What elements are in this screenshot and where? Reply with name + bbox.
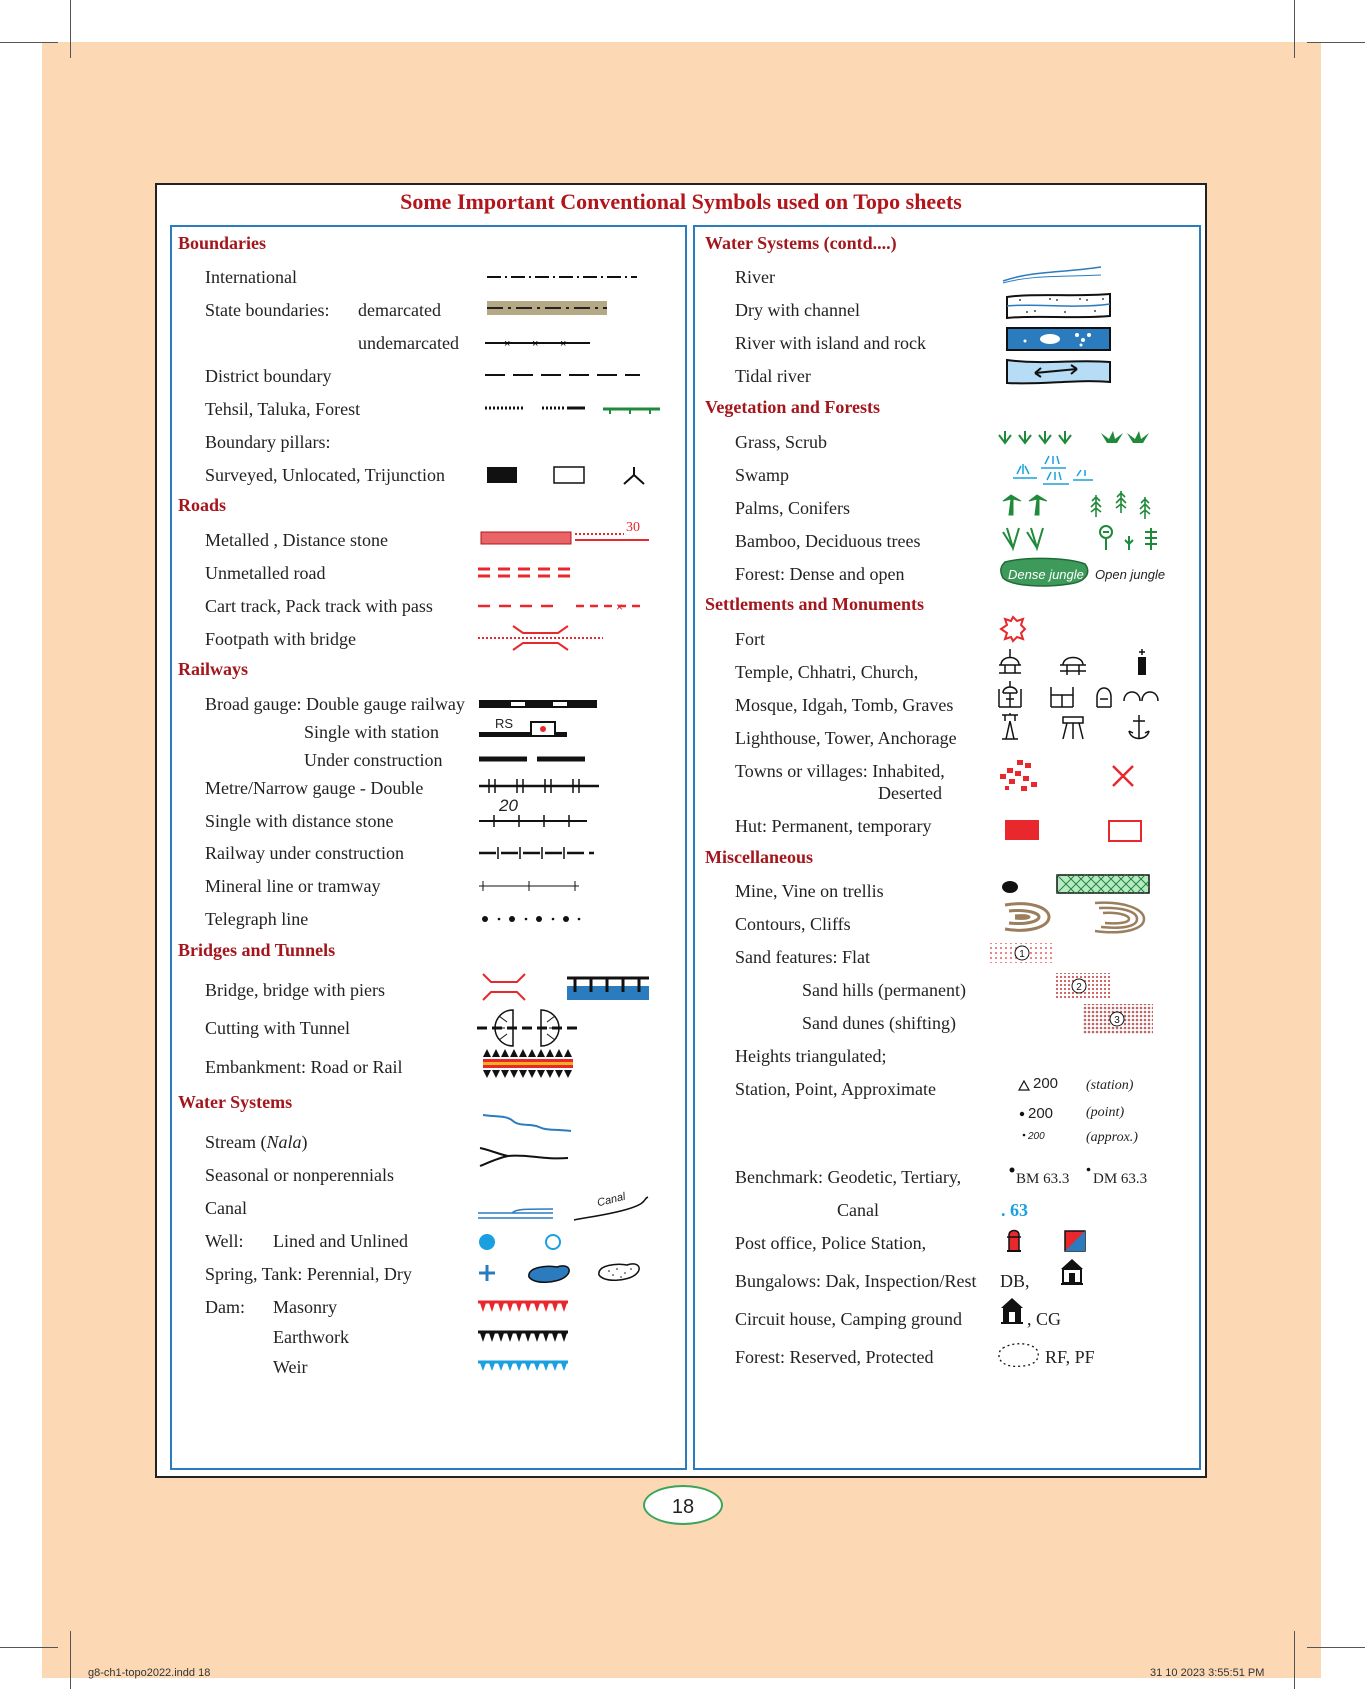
label-seasonal: Seasonal or nonperennials [205, 1165, 394, 1185]
label-state: State boundaries: [205, 300, 330, 320]
label-tehsil: Tehsil, Taluka, Forest [205, 399, 361, 419]
temple-chhatri-church-symbol [997, 647, 1157, 679]
heading-water-contd: Water Systems (contd....) [705, 233, 897, 253]
label-demarcated: demarcated [358, 300, 441, 320]
crop-mark [1307, 42, 1365, 43]
label-canal: Canal [205, 1198, 247, 1218]
svg-text:×: × [616, 600, 624, 614]
sand-num-3-text: 3 [1114, 1015, 1120, 1026]
left-column [170, 225, 687, 1470]
contours-cliffs-symbol [999, 897, 1149, 937]
heading-water-systems: Water Systems [178, 1092, 293, 1112]
label-cutting: Cutting with Tunnel [205, 1018, 351, 1038]
tag-approx: (approx.) [1086, 1130, 1138, 1145]
distance-stone-value: 30 [626, 520, 640, 535]
dry-channel-symbol [1005, 291, 1115, 321]
mosque-idgah-tomb-symbol [997, 679, 1167, 711]
label-forest-dense: Forest: Dense and open [735, 564, 905, 584]
label-stream [205, 1131, 308, 1153]
well-symbol [477, 1232, 567, 1254]
tag-point: (point) [1086, 1105, 1125, 1120]
height-approx: 200 [1028, 1131, 1045, 1142]
unmetalled-road-symbol [478, 566, 578, 580]
heading-settlements: Settlements and Monuments [705, 594, 924, 614]
post-police-symbol [1005, 1227, 1095, 1255]
cutting-tunnel-symbol [477, 1007, 587, 1049]
heading-railways: Railways [178, 659, 249, 679]
label-well: Well: [205, 1231, 244, 1251]
undemarcated-symbol [485, 337, 595, 349]
page-number: 18 [643, 1485, 723, 1525]
label-metre: Metre/Narrow gauge - Double [205, 778, 424, 798]
triangle-icon [1018, 1080, 1030, 1092]
label-unmetalled: Unmetalled road [205, 563, 326, 583]
label-mine: Mine, Vine on trellis [735, 881, 884, 901]
broad-gauge-symbol [479, 698, 604, 710]
label-mosque: Mosque, Idgah, Tomb, Graves [735, 695, 954, 715]
label-undemarcated: undemarcated [358, 333, 459, 353]
masonry-dam-symbol [478, 1300, 573, 1316]
footpath-bridge-symbol [478, 623, 608, 653]
bridge-symbol [481, 970, 651, 1004]
label-sand-hills: Sand hills (permanent) [802, 980, 966, 1000]
heading-boundaries: Boundaries [178, 233, 267, 253]
point-dot-icon [1019, 1111, 1025, 1117]
district-boundary-symbol [485, 370, 645, 380]
spring-tank-symbol [477, 1257, 647, 1287]
rail-under-symbol [479, 844, 599, 862]
under-construction-symbol [479, 755, 594, 763]
heading-vegetation: Vegetation and Forests [705, 397, 880, 417]
slug-left: g8-ch1-topo2022.indd 18 [88, 1667, 211, 1679]
crop-mark [70, 1631, 71, 1689]
crop-mark [0, 42, 58, 43]
tehsil-symbol [485, 403, 665, 415]
label-mineral: Mineral line or tramway [205, 876, 381, 896]
label-temple: Temple, Chhatri, Church, [735, 662, 919, 682]
label-grass: Grass, Scrub [735, 432, 827, 452]
bm-value: BM 63.3 [1016, 1171, 1070, 1187]
symbols-frame [155, 183, 1207, 1478]
bamboo-deciduous-symbol [1001, 522, 1166, 554]
label-deserted: Deserted [878, 783, 942, 803]
inspection-bungalow-icon [1059, 1257, 1085, 1287]
forest-reserved-symbol [997, 1340, 1041, 1370]
international-boundary-symbol [487, 272, 647, 282]
label-spring: Spring, Tank: Perennial, Dry [205, 1264, 412, 1284]
label-embankment: Embankment: Road or Rail [205, 1057, 403, 1077]
stream-symbol [481, 1111, 576, 1141]
label-cart: Cart track, Pack track with pass [205, 596, 433, 616]
single-station-symbol [479, 713, 574, 743]
sand-num-2-text: 2 [1076, 982, 1082, 993]
label-surveyed: Surveyed, Unlocated, Trijunction [205, 465, 445, 485]
sand-number-1 [1013, 944, 1031, 962]
label-post-office: Post office, Police Station, [735, 1233, 927, 1253]
cart-track-symbol [478, 599, 653, 613]
label-river: River [735, 267, 775, 287]
embankment-symbol [483, 1049, 578, 1079]
label-dam: Dam: [205, 1297, 245, 1317]
palms-conifers-symbol [1001, 489, 1166, 521]
seasonal-symbol [478, 1144, 578, 1174]
label-metalled: Metalled , Distance stone [205, 530, 388, 550]
weir-symbol [478, 1360, 573, 1376]
label-towns: Towns or villages: Inhabited, [735, 761, 945, 781]
label-bridge: Bridge, bridge with piers [205, 980, 385, 1000]
label-contours: Contours, Cliffs [735, 914, 851, 934]
sand-number-2 [1070, 977, 1088, 995]
tidal-river-symbol [1005, 357, 1115, 387]
label-heights: Heights triangulated; [735, 1046, 887, 1066]
earthwork-dam-symbol [478, 1330, 573, 1346]
river-symbol [1001, 261, 1111, 287]
grass-scrub-symbol [997, 427, 1167, 449]
cg-label: , CG [1027, 1309, 1062, 1329]
nala-text: Nala [266, 1132, 302, 1152]
crop-mark [1294, 1631, 1295, 1689]
crop-mark [70, 0, 71, 58]
label-circuit: Circuit house, Camping ground [735, 1309, 962, 1329]
river-island-symbol [1005, 325, 1115, 353]
label-weir: Weir [273, 1357, 308, 1377]
lighthouse-tower-anchorage-symbol [997, 711, 1157, 745]
label-footpath: Footpath with bridge [205, 629, 356, 649]
open-jungle-text: Open jungle [1095, 567, 1166, 582]
label-lighthouse: Lighthouse, Tower, Anchorage [735, 728, 957, 748]
slug-right: 31 10 2023 3:55:51 PM [1150, 1667, 1265, 1679]
label-sand-dunes: Sand dunes (shifting) [802, 1013, 956, 1033]
height-station: 200 [1033, 1075, 1059, 1092]
label-pillars: Boundary pillars: [205, 432, 331, 452]
metre-gauge-symbol [479, 776, 604, 796]
crop-mark [1307, 1647, 1365, 1648]
heading-bridges: Bridges and Tunnels [178, 940, 336, 960]
rfpf-label: RF, PF [1045, 1347, 1095, 1367]
label-hut: Hut: Permanent, temporary [735, 816, 932, 836]
circuit-house-icon [999, 1296, 1025, 1326]
geodetic-dot-icon [1009, 1167, 1015, 1173]
telegraph-symbol [482, 912, 587, 926]
label-well-types: Lined and Unlined [273, 1231, 408, 1251]
tertiary-dot-icon [1086, 1167, 1091, 1172]
label-broad: Broad gauge: Double gauge railway [205, 694, 465, 714]
label-swamp: Swamp [735, 465, 789, 485]
svg-text:×: × [560, 338, 567, 350]
heading-misc: Miscellaneous [705, 847, 813, 867]
approx-dot-icon [1022, 1133, 1026, 1137]
label-earthwork: Earthwork [273, 1327, 349, 1347]
dense-jungle-text: Dense jungle [1008, 567, 1084, 582]
label-sand-flat: Sand features: Flat [735, 947, 870, 967]
rail-distance-value: 20 [499, 796, 518, 815]
canal-tag: Canal [595, 1190, 627, 1210]
right-column [693, 225, 1201, 1470]
svg-text:×: × [504, 338, 511, 350]
label-forest-reserved: Forest: Reserved, Protected [735, 1347, 934, 1367]
label-tidal: Tidal river [735, 366, 811, 386]
label-district: District boundary [205, 366, 332, 386]
mineral-line-symbol [479, 879, 584, 893]
stream-text: Stream ( [205, 1132, 267, 1152]
label-station: Station, Point, Approximate [735, 1079, 936, 1099]
mine-vine-symbol [1001, 872, 1151, 898]
towns-villages-symbol [997, 758, 1157, 794]
sand-number-3 [1108, 1010, 1126, 1028]
label-bungalows: Bungalows: Dak, Inspection/Rest [735, 1271, 977, 1291]
canal-benchmark-value: . 63 [1001, 1200, 1028, 1220]
label-telegraph: Telegraph line [205, 909, 309, 929]
canal-symbol [478, 1187, 658, 1227]
label-under-construction: Under construction [304, 750, 443, 770]
height-point: 200 [1028, 1105, 1054, 1122]
rs-label: RS [495, 716, 514, 731]
label-palms: Palms, Conifers [735, 498, 850, 518]
label-dry-channel: Dry with channel [735, 300, 860, 320]
db-label: DB, [1000, 1271, 1030, 1291]
label-international: International [205, 267, 297, 287]
label-fort: Fort [735, 629, 766, 649]
crop-mark [0, 1647, 58, 1648]
label-bamboo: Bamboo, Deciduous trees [735, 531, 921, 551]
hut-symbol [1005, 818, 1145, 844]
stream-close: ) [301, 1132, 308, 1152]
swamp-symbol [1011, 454, 1101, 488]
label-rail-under: Railway under construction [205, 843, 404, 863]
single-distance-symbol [479, 813, 594, 829]
label-masonry: Masonry [273, 1297, 337, 1317]
label-single-station: Single with station [304, 722, 439, 742]
label-benchmark-canal: Canal [837, 1200, 879, 1220]
fort-symbol [999, 615, 1027, 643]
svg-text:×: × [532, 338, 539, 350]
dm-value: DM 63.3 [1093, 1171, 1148, 1187]
label-single-distance: Single with distance stone [205, 811, 394, 831]
crop-mark [1294, 0, 1295, 58]
heading-roads: Roads [178, 495, 227, 515]
page-title: Some Important Conventional Symbols used on Topo sheets [400, 189, 962, 214]
demarcated-symbol [487, 301, 612, 317]
tag-station: (station) [1086, 1078, 1134, 1093]
label-benchmark: Benchmark: Geodetic, Tertiary, [735, 1167, 962, 1187]
label-island: River with island and rock [735, 333, 926, 353]
sand-num-1-text: 1 [1019, 949, 1025, 960]
pillars-symbol [487, 463, 647, 487]
